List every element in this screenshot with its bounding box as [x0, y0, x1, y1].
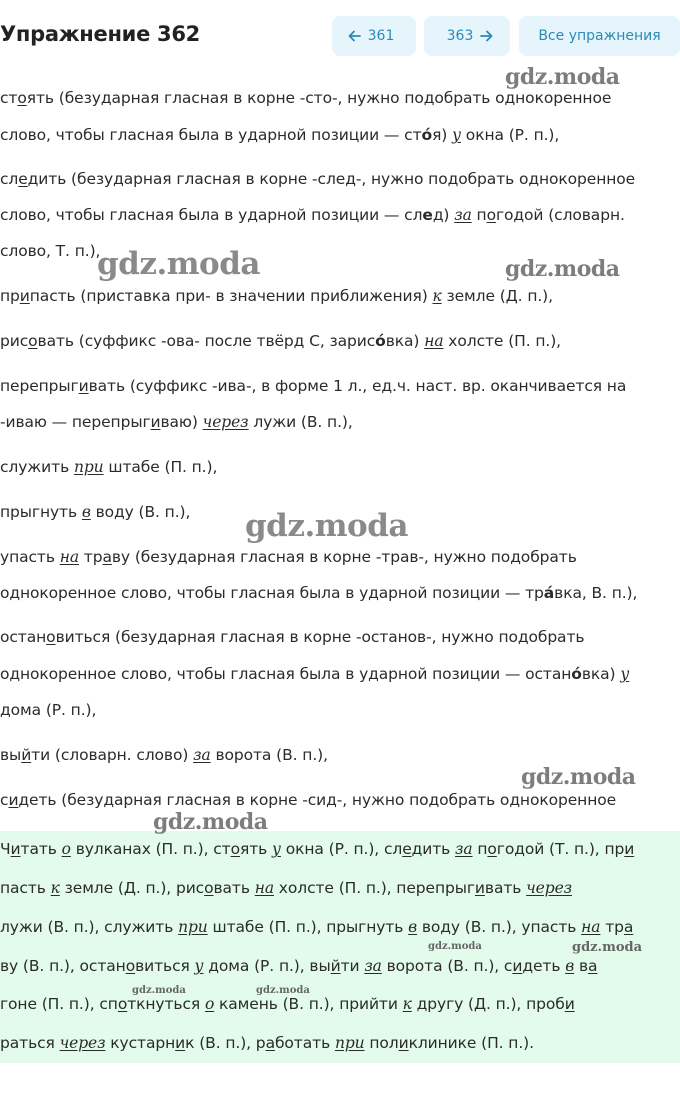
stressed-letter: о́: [421, 126, 433, 144]
preposition: в: [81, 503, 91, 521]
text-fragment: в: [574, 957, 588, 975]
watermark: gdz.moda: [505, 256, 620, 282]
highlighted-letter: о: [204, 879, 214, 897]
text-fragment: вать (суффикс -ива-, в форме 1 л., ед.ч. наст. вр. оканчивается на: [88, 377, 627, 395]
text-fragment: раться: [0, 1034, 60, 1052]
highlighted-letter: о: [28, 332, 38, 350]
stressed-letter: а́: [543, 584, 555, 602]
text-fragment: вулканах (П. п.), ст: [70, 840, 231, 858]
text-line: [0, 995, 575, 1013]
highlighted-letter: о: [487, 840, 497, 858]
highlighted-letter: е: [18, 170, 28, 188]
text-fragment: ти: [340, 957, 365, 975]
text-fragment: прыгнуть: [0, 503, 82, 521]
stressed-letter: е: [422, 206, 433, 224]
text-fragment: пр: [0, 287, 20, 305]
highlighted-letter: и: [10, 840, 21, 858]
text-line: [0, 242, 100, 260]
text-fragment: холсте (П. п.),: [443, 332, 561, 350]
highlighted-letter: и: [19, 287, 30, 305]
text-fragment: ворота (В. п.), с: [381, 957, 513, 975]
watermark: gdz.moda: [428, 941, 482, 952]
text-fragment: дома (Р. п.), вы: [203, 957, 331, 975]
preposition: при: [334, 1034, 365, 1052]
highlighted-letter: й: [21, 746, 32, 764]
highlighted-letter: а: [623, 918, 634, 936]
text-fragment: дить: [411, 840, 456, 858]
highlighted-letter: и: [175, 1034, 186, 1052]
text-line: [0, 1034, 534, 1052]
text-fragment: ти (словарн. слово): [31, 746, 194, 764]
highlighted-letter: и: [512, 957, 523, 975]
arrow-left-icon: [348, 29, 362, 43]
watermark: gdz.moda: [245, 508, 408, 544]
text-fragment: д): [432, 206, 455, 224]
text-fragment: вка): [385, 332, 425, 350]
highlighted-letter: и: [398, 1034, 409, 1052]
preposition: о: [204, 995, 215, 1013]
all-exercises-button[interactable]: Все упражнения: [519, 16, 680, 56]
watermark: gdz.moda: [256, 985, 310, 996]
text-fragment: перепрыг: [0, 377, 79, 395]
text-fragment: тать: [20, 840, 62, 858]
highlighted-letter: а: [102, 548, 112, 566]
text-line: [0, 170, 635, 188]
preposition: через: [59, 1034, 106, 1052]
text-fragment: слово, Т. п.),: [0, 242, 101, 260]
exercise-header: [0, 0, 680, 70]
text-fragment: гоне (П. п.), сп: [0, 995, 118, 1013]
text-fragment: ст: [0, 89, 18, 107]
text-line: [0, 746, 328, 764]
preposition: к: [432, 287, 442, 305]
text-fragment: деть: [522, 957, 566, 975]
highlighted-letter: е: [402, 840, 412, 858]
preposition: у: [272, 840, 281, 858]
preposition: у: [452, 126, 461, 144]
text-line: [0, 126, 559, 144]
watermark: gdz.moda: [505, 64, 620, 90]
text-fragment: п: [472, 840, 488, 858]
preposition: у: [620, 665, 630, 683]
text-fragment: вы: [0, 746, 22, 764]
text-fragment: лужи (В. п.), служить: [0, 918, 179, 936]
text-fragment: вать: [213, 879, 255, 897]
text-fragment: земле (Д. п.),: [441, 287, 553, 305]
text-line: [0, 628, 584, 646]
text-fragment: ворота (В. п.),: [210, 746, 328, 764]
text-fragment: окна (Р. п.),: [460, 126, 560, 144]
text-line: [0, 957, 597, 975]
preposition: на: [59, 548, 79, 566]
text-fragment: окна (Р. п.), сл: [280, 840, 403, 858]
text-fragment: штабе (П. п.),: [103, 458, 218, 476]
text-fragment: годой (словарн.: [495, 206, 625, 224]
preposition: к: [402, 995, 412, 1013]
text-line: [0, 287, 553, 305]
text-fragment: сл: [0, 170, 19, 188]
preposition: у: [194, 957, 204, 975]
text-fragment: лужи (В. п.),: [248, 413, 353, 431]
text-line: [0, 503, 190, 521]
text-fragment: слово, чтобы гласная была в ударной позиции — сл: [0, 206, 423, 224]
text-line: [0, 413, 353, 431]
text-line: [0, 584, 637, 602]
prev-exercise-button[interactable]: [332, 16, 416, 56]
highlighted-letter: о: [117, 995, 128, 1013]
text-fragment: однокоренное слово, чтобы гласная была в ударной позиции — тр: [0, 584, 544, 602]
text-fragment: дома (Р. п.),: [0, 701, 97, 719]
preposition: за: [364, 957, 382, 975]
preposition: на: [424, 332, 444, 350]
text-fragment: ваю): [160, 413, 203, 431]
text-fragment: дить (безударная гласная в корне -след-, нужно подобрать однокоренное: [27, 170, 636, 188]
text-fragment: другу (Д. п.), проб: [411, 995, 565, 1013]
text-fragment: п: [471, 206, 487, 224]
watermark: gdz.moda: [132, 985, 186, 996]
text-fragment: ять: [239, 840, 272, 858]
text-fragment: однокоренное слово, чтобы гласная была в ударной позиции — остан: [0, 665, 572, 683]
highlighted-letter: о: [125, 957, 136, 975]
text-fragment: вать (суффикс -ова- после твёрд С, зарис: [37, 332, 376, 350]
highlighted-letter: и: [78, 377, 89, 395]
text-line: [0, 206, 625, 224]
preposition: на: [254, 879, 274, 897]
highlighted-letter: о: [486, 206, 496, 224]
text-fragment: пасть (приставка при- в значении приближения): [29, 287, 433, 305]
next-exercise-button[interactable]: [424, 16, 510, 56]
highlighted-letter: и: [624, 840, 635, 858]
highlighted-letter: и: [150, 413, 161, 431]
text-fragment: остан: [0, 628, 47, 646]
text-fragment: воду (В. п.), упасть: [417, 918, 582, 936]
preposition: в: [408, 918, 418, 936]
text-line: [0, 840, 634, 858]
text-fragment: вка, В. п.),: [554, 584, 638, 602]
highlighted-letter: о: [17, 89, 27, 107]
stressed-letter: о́: [375, 332, 386, 350]
text-line: [0, 548, 577, 566]
text-fragment: рис: [0, 332, 29, 350]
text-line: [0, 332, 561, 350]
text-line: [0, 879, 572, 897]
highlighted-letter: о: [230, 840, 240, 858]
preposition: через: [526, 879, 573, 897]
text-fragment: ву (В. п.), остан: [0, 957, 126, 975]
text-line: [0, 701, 96, 719]
text-fragment: тр: [78, 548, 103, 566]
text-fragment: вать: [484, 879, 527, 897]
preposition: на: [581, 918, 601, 936]
text-fragment: ботать: [274, 1034, 335, 1052]
text-line: [0, 665, 629, 683]
text-fragment: воду (В. п.),: [90, 503, 191, 521]
text-fragment: к (В. п.), р: [185, 1034, 266, 1052]
highlighted-letter: й: [330, 957, 341, 975]
text-line: [0, 791, 616, 809]
text-fragment: упасть: [0, 548, 60, 566]
preposition: за: [455, 840, 473, 858]
preposition: через: [202, 413, 249, 431]
text-fragment: штабе (П. п.), прыгнуть: [207, 918, 409, 936]
text-fragment: кустарн: [105, 1034, 176, 1052]
text-fragment: виться: [135, 957, 195, 975]
text-fragment: пасть: [0, 879, 51, 897]
preposition: к: [50, 879, 60, 897]
watermark: gdz.moda: [97, 246, 260, 282]
preposition: при: [73, 458, 104, 476]
text-fragment: виться (безударная гласная в корне -останов-, нужно подобрать: [55, 628, 585, 646]
prev-exercise-label: 361: [367, 28, 395, 44]
text-fragment: деть (безударная гласная в корне -сид-, нужно подобрать однокоренное: [18, 791, 617, 809]
text-fragment: слово, чтобы гласная была в ударной позиции — ст: [0, 126, 422, 144]
text-fragment: с: [0, 791, 9, 809]
text-fragment: годой (Т. п.), пр: [496, 840, 625, 858]
text-line: [0, 377, 626, 395]
text-fragment: ткнуться: [127, 995, 205, 1013]
preposition: о: [61, 840, 71, 858]
text-fragment: -иваю — перепрыг: [0, 413, 151, 431]
highlighted-letter: а: [588, 957, 598, 975]
highlighted-letter: а: [265, 1034, 275, 1052]
arrow-right-icon: [479, 29, 493, 43]
text-line: [0, 89, 611, 107]
text-fragment: вка): [581, 665, 621, 683]
text-fragment: холсте (П. п.), перепрыг: [273, 879, 475, 897]
text-fragment: пол: [364, 1034, 399, 1052]
text-fragment: Ч: [0, 840, 11, 858]
page-title: Упражнение 362: [0, 22, 200, 46]
watermark: gdz.moda: [572, 940, 643, 955]
preposition: за: [454, 206, 472, 224]
highlighted-letter: и: [8, 791, 19, 809]
text-fragment: клинике (П. п.).: [408, 1034, 534, 1052]
highlighted-letter: и: [564, 995, 575, 1013]
text-fragment: ять (безударная гласная в корне -сто-, нужно подобрать однокоренное: [26, 89, 612, 107]
text-line: [0, 458, 217, 476]
text-line: [0, 918, 633, 936]
watermark: gdz.moda: [521, 764, 636, 790]
text-fragment: земле (Д. п.), рис: [59, 879, 205, 897]
text-fragment: тр: [600, 918, 624, 936]
preposition: при: [178, 918, 208, 936]
text-fragment: служить: [0, 458, 74, 476]
highlighted-letter: и: [474, 879, 485, 897]
preposition: в: [565, 957, 575, 975]
text-fragment: ву (безударная гласная в корне -трав-, нужно подобрать: [111, 548, 577, 566]
highlighted-letter: о: [46, 628, 56, 646]
next-exercise-label: 363: [446, 28, 474, 44]
text-fragment: камень (В. п.), прийти: [214, 995, 403, 1013]
watermark: gdz.moda: [153, 809, 268, 835]
stressed-letter: о́: [571, 665, 582, 683]
preposition: за: [193, 746, 211, 764]
text-fragment: я): [432, 126, 453, 144]
